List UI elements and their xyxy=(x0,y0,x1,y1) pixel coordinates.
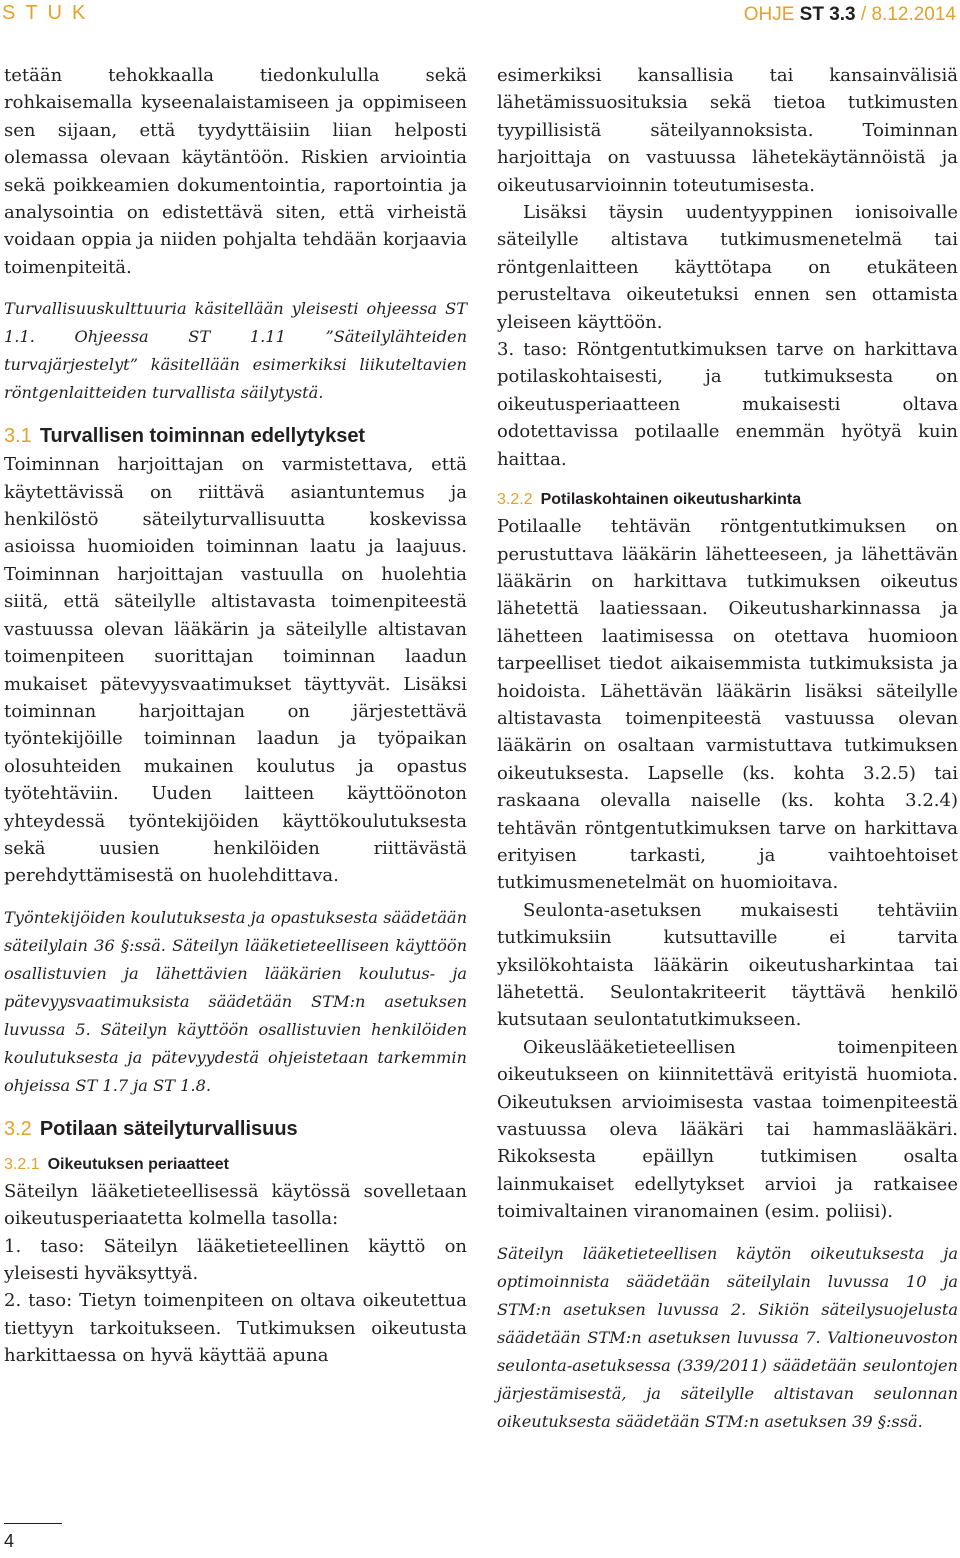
section-number: 3.2 xyxy=(4,1117,32,1140)
body-paragraph: tetään tehokkaalla tiedonkululla sekä rohkaisemalla kyseenalaistamiseen ja oppimiseen sen sijaan, että tyydyttäisiin liian helposti olemassa olevaan käytäntöön. Riskien arviointia sekä poikkeamien dokumentointia, raportointia ja analysointia on edistettävä siten, että virheistä voidaan oppia ja niiden pohjalta tehdään korjaavia toimenpiteitä. xyxy=(4,65,467,278)
section-title: Potilaan säteilyturvallisuus xyxy=(39,1117,298,1140)
body-paragraph: Potilaalle tehtävän röntgentutkimuksen on perustuttava lääkärin lähetteeseen, ja lähettävän lääkärin on harkittava tutkimuksen oikeutus lähetettä laatiessaan. Oikeutusharkinnassa ja lähetteen laatimisessa on otettava huomioon tarpeelliset tiedot aikaisemmista tutkimuksista ja hoidoista. Lähettävän lääkärin lisäksi säteilylle altistavasta toimenpiteestä vastuussa olevan lääkärin on osaltaan varmistuttava tutkimuksen oikeutuksesta. Lapselle (ks. kohta 3.2.5) tai raskaana olevalla naiselle (ks. kohta 3.2.4) tehtävän röntgentutkimuksen tarve on harkittava erityisen tarkasti, ja vaihtoehtoiset tutkimusmenetelmät on huomioitava. xyxy=(497,516,958,894)
section-number: 3.1 xyxy=(4,425,32,448)
reference-note: Turvallisuuskulttuuria käsitellään yleisesti ohjeessa ST 1.1. Ohjeessa ST 1.11 ”Säteilylähteiden turvajärjestelyt” käsitellään esimerkiksi liikuteltavien röntgenlaitteiden turvallista säilytystä. xyxy=(4,299,467,403)
body-paragraph: Toiminnan harjoittajan on varmistettava, että käytettävissä on riittävä asiantuntemus ja henkilöstö säteilyturvallisuutta koskevissa asioissa huomioiden toiminnan laatu ja laajuus. Toiminnan harjoittajan vastuulla on huolehtia siitä, että säteilylle altistavasta toimenpiteestä vastuussa olevan lääkärin ja säteilylle altistavan toimenpiteen suorittajan toiminnan laadun mukaiset pätevyysvaatimukset täyttyvät. Lisäksi toiminnan harjoittajan on järjestettävä työntekijöille toiminnan laadun ja työpaikan olosuhteiden mukainen koulutus ja opastus työtehtäviin. Uuden laitteen käyttöönoton yhteydessä työntekijöiden käyttökoulutuksesta sekä uusien henkilöiden riittävästä perehdyttämisestä on huolehdittava. xyxy=(4,454,467,887)
page-number: 4 xyxy=(4,1531,15,1551)
footer-rule xyxy=(4,1523,62,1524)
section-heading-3-2 xyxy=(4,1114,467,1144)
page-header xyxy=(0,0,960,30)
section-heading-3-1 xyxy=(4,421,467,451)
body-paragraph: Säteilyn lääketieteellisessä käytössä sovelletaan oikeutusperiaatetta kolmella tasolla: xyxy=(4,1180,467,1230)
reference-note: Työntekijöiden koulutuksesta ja opastuksesta säädetään säteilylain 36 §:ssä. Säteilyn lääketieteelliseen käyttöön osallistuvien ja lähettävien lääkärien koulutus- ja pätevyysvaatimuksista säädetään STM:n asetuksen luvussa 5. Säteilyn käyttöön osallistuvien henkilöiden koulutuksesta ja pätevyydestä ohjeistetaan tarkemmin ohjeissa ST 1.7 ja ST 1.8. xyxy=(4,907,467,1095)
subsection-heading-3-2-2 xyxy=(497,487,958,513)
body-paragraph: Lisäksi täysin uudentyyppinen ionisoivalle säteilylle altistava tutkimusmenetelmä tai röntgenlaitteen käyttötapa on etukäteen perusteltava oikeutetuksi ennen sen ottamista yleiseen käyttöön. xyxy=(497,202,958,333)
body-paragraph: esimerkiksi kansallisia tai kansainvälisiä lähetämissuosituksia sekä tietoa tutkimusten tyypillisistä säteilyannoksista. Toiminnan harjoittaja on vastuussa lähetekäytännöistä ja oikeutusarvioinnin toteutumisesta. xyxy=(497,65,958,196)
document-reference xyxy=(744,4,956,26)
right-column xyxy=(497,62,958,1436)
section-title: Turvallisen toiminnan edellytykset xyxy=(39,425,366,448)
stuk-brand: STUK xyxy=(2,2,96,24)
body-paragraph: 1. taso: Säteilyn lääketieteellinen käyttö on yleisesti hyväksyttyä. xyxy=(4,1235,467,1284)
reference-note: Säteilyn lääketieteellisen käytön oikeutuksesta ja optimoinnista säädetään säteilylain luvussa 10 ja STM:n asetuksen luvussa 2. Sikiön säteilysuojelusta säädetään STM:n asetuksen luvussa 7. Valtioneuvoston seulonta-asetuksessa (339/2011) säädetään seulontojen järjestämisestä, ja säteilylle altistavan seulonnan oikeutuksesta säädetään STM:n asetuksen 39 §:ssä. xyxy=(497,1243,958,1431)
subsection-heading-3-2-1 xyxy=(4,1152,467,1178)
subsection-title: Oikeutuksen periaatteet xyxy=(47,1155,229,1173)
body-paragraph: 2. taso: Tietyn toimenpiteen on oltava oikeutettua tiettyyn tarkoitukseen. Tutkimuksen oikeutusta harkittaessa on hyvä käyttää apuna xyxy=(4,1290,467,1367)
subsection-number: 3.2.1 xyxy=(4,1155,40,1173)
doc-prefix: OHJE xyxy=(743,4,800,25)
body-paragraph: Oikeuslääketieteellisen toimenpiteen oikeutukseen on kiinnitettävä erityistä huomiota. Oikeutuksen arvioimisesta vastaa toimenpiteestä vastuussa oleva lääkäri tai hammaslääkäri. Rikoksesta epäillyn tutkimisen osalta lainmukaiset edellytykset arvioi ja ratkaisee toimivaltainen viranomainen (esim. poliisi). xyxy=(497,1036,958,1223)
body-paragraph: Seulonta-asetuksen mukaisesti tehtäviin tutkimuksiin kutsuttaville ei tarvita yksilökohtaista lääkärin oikeutusharkintaa tai lähetettä. Seulontakriteerit täyttävä henkilö kutsutaan seulontatutkimukseen. xyxy=(497,899,958,1031)
subsection-title: Potilaskohtainen oikeutusharkinta xyxy=(540,491,802,509)
subsection-number: 3.2.2 xyxy=(497,491,533,509)
body-paragraph: 3. taso: Röntgentutkimuksen tarve on harkittava potilaskohtaisesti, ja tutkimuksesta on oikeutusperiaatteen mukaisesti oltava odotettavissa potilaalle enemmän hyötyä kuin haittaa. xyxy=(497,339,958,470)
left-column xyxy=(4,62,467,1370)
doc-date: / 8.12.2014 xyxy=(855,4,956,25)
doc-id: ST 3.3 xyxy=(799,4,856,25)
